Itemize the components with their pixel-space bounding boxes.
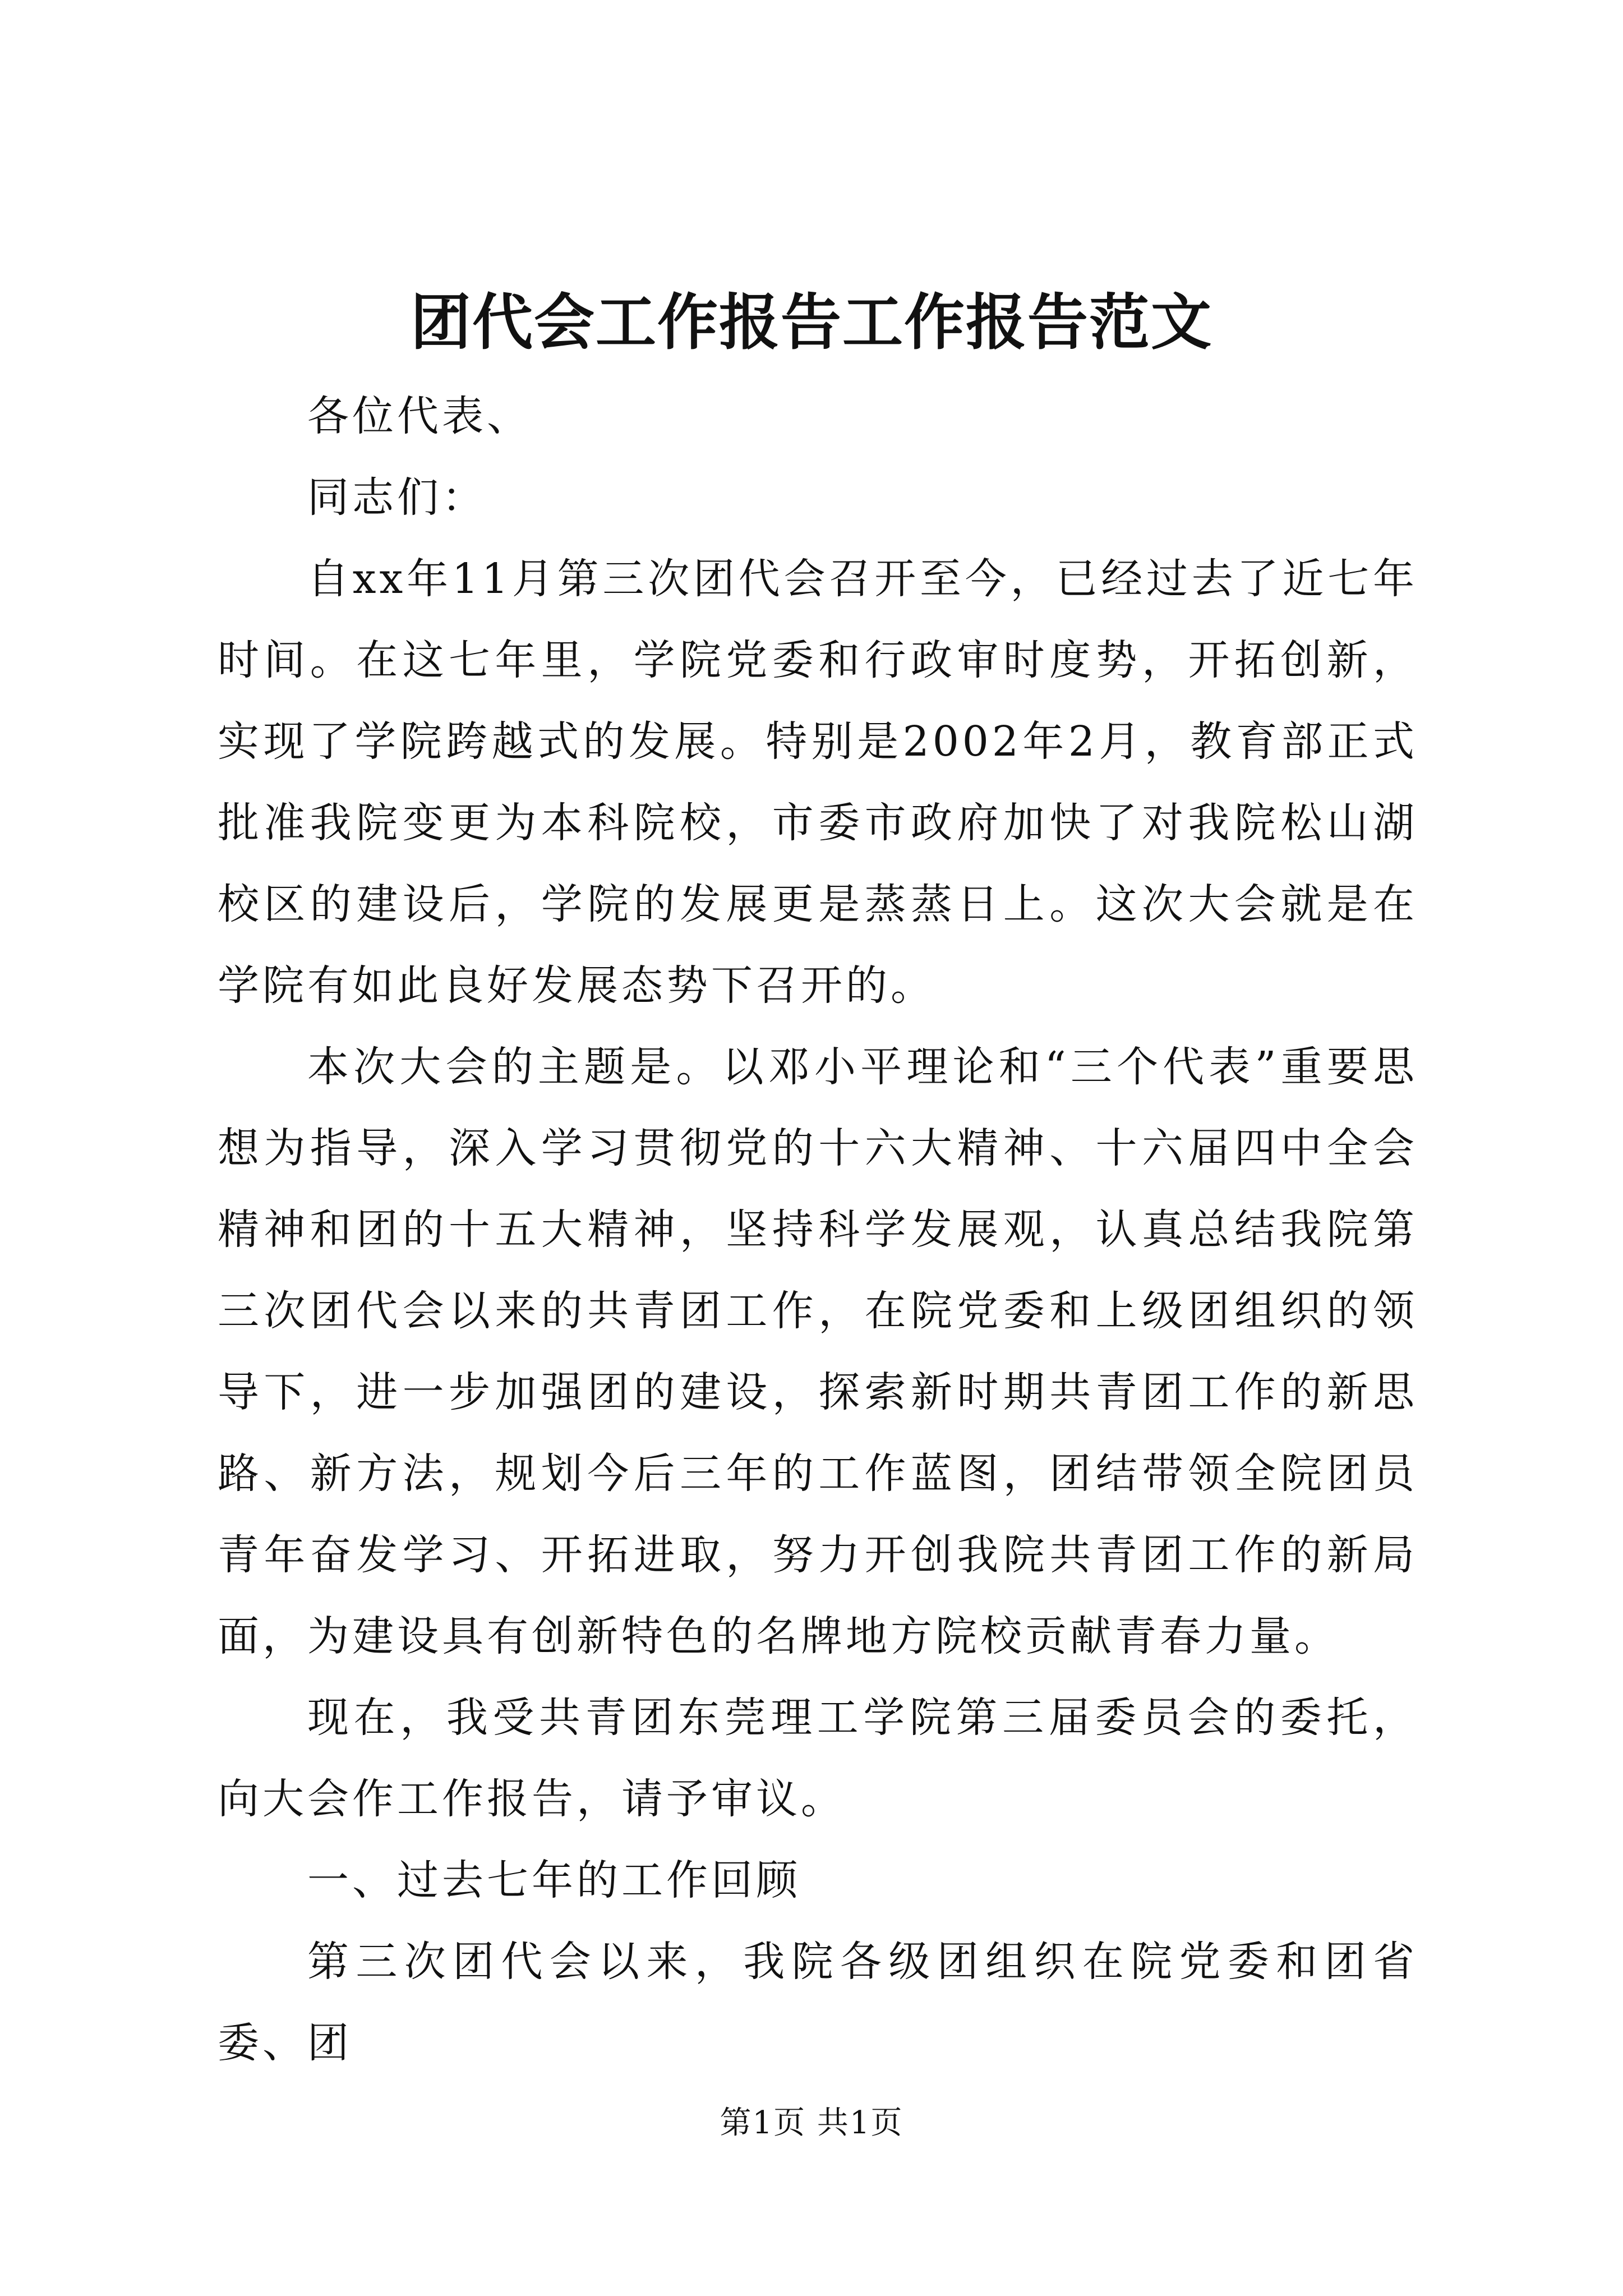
page-footer: 第1页 共1页 <box>720 2105 903 2141</box>
document-title: 团代会工作报告工作报告范文 <box>410 287 1212 358</box>
document-body <box>218 376 1418 2084</box>
section-heading: 一、过去七年的工作回顾 <box>307 1856 801 1904</box>
body-paragraph-commission: 现在，我受共青团东莞理工学院第三届委员会的委托，向大会作工作报告，请予审议。 <box>218 1694 1418 1823</box>
salutation-line-2: 同志们： <box>307 473 487 522</box>
salutation-line-1: 各位代表、 <box>307 392 532 440</box>
body-paragraph-review: 第三次团代会以来，我院各级团组织在院党委和团省委、团 <box>218 1938 1418 2067</box>
body-paragraph-theme: 本次大会的主题是。以邓小平理论和“三个代表”重要思想为指导，深入学习贯彻党的十六大精神、十六届四中全会精神和团的十五大精神，坚持科学发展观，认真总结我院第三次团代会以来的共青团工作，在院党委和上级团组织的领导下，进一步加强团的建设，探索新时期共青团工作的新思路、新方法，规划今后三年的工作蓝图，团结带领全院团员青年奋发学习、开拓进取，努力开创我院共青团工作的新局面，为建设具有创新特色的名牌地方院校贡献青春力量。 <box>218 1043 1418 1660</box>
body-paragraph-intro: 自xx年11月第三次团代会召开至今，已经过去了近七年时间。在这七年里，学院党委和行政审时度势，开拓创新，实现了学院跨越式的发展。特别是2002年2月，教育部正式批准我院变更为本科院校，市委市政府加快了对我院松山湖校区的建设后，学院的发展更是蒸蒸日上。这次大会就是在学院有如此良好发展态势下召开的。 <box>218 555 1418 1010</box>
